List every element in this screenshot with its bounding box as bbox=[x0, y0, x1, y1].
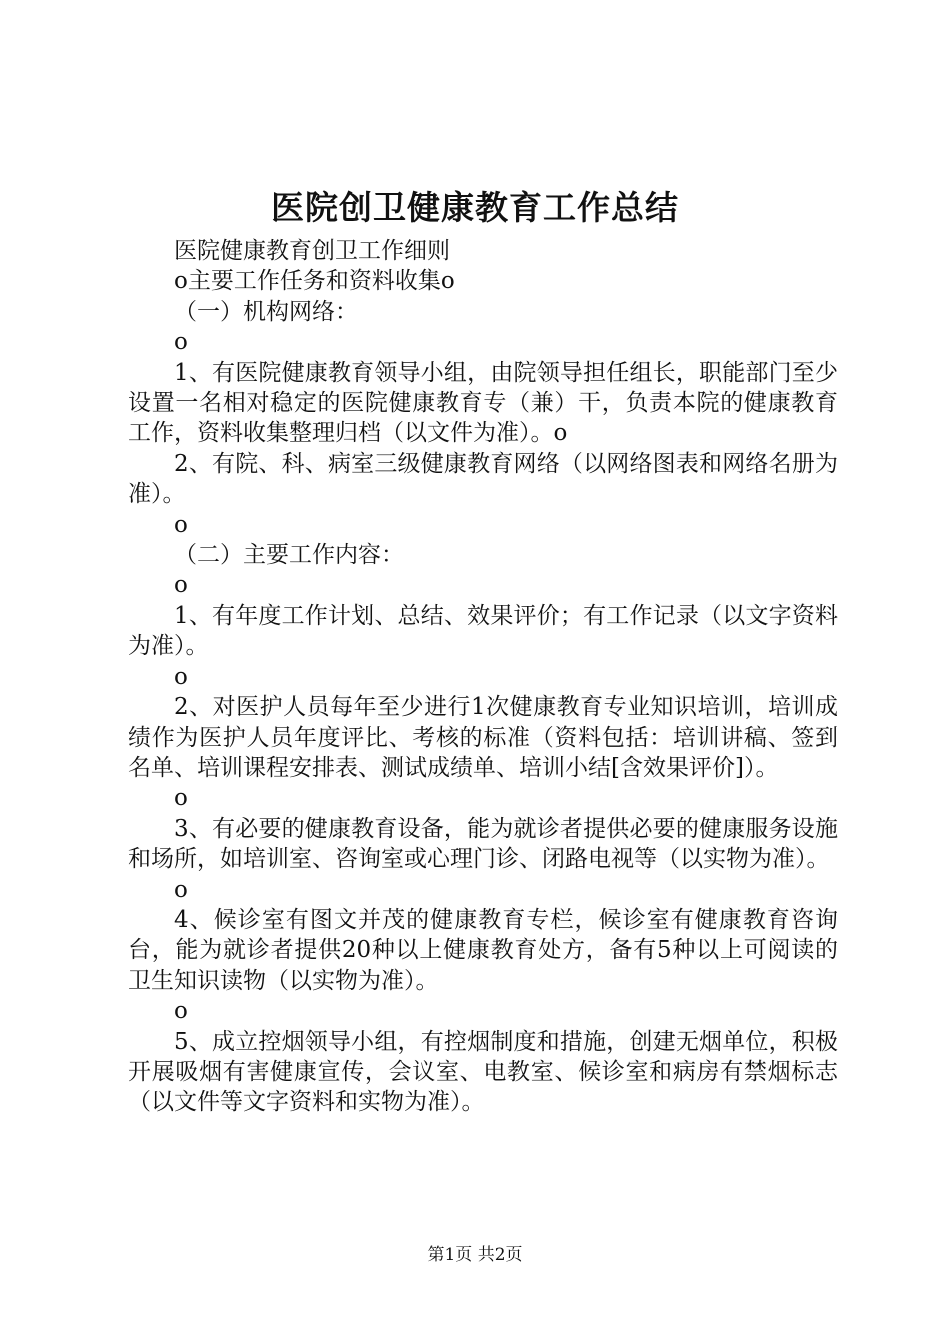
paragraph: 2、有院、科、病室三级健康教育网络（以网络图表和网络名册为准）。 bbox=[128, 450, 838, 508]
paragraph: o bbox=[174, 663, 188, 690]
section-heading: （一）机构网络： bbox=[174, 298, 358, 325]
paragraph: 4、候诊室有图文并茂的健康教育专栏，候诊室有健康教育咨询台，能为就诊者提供20种以上健康教育处方，备有5种以上可阅读的卫生知识读物（以实物为准）。 bbox=[128, 906, 838, 994]
paragraph: 医院健康教育创卫工作细则 bbox=[174, 238, 450, 264]
paragraph: o bbox=[174, 998, 188, 1025]
page-footer: 第1页 共2页 bbox=[427, 1245, 523, 1265]
paragraph: o bbox=[174, 511, 188, 538]
paragraph: o主要工作任务和资料收集o bbox=[174, 268, 455, 295]
paragraph: o bbox=[174, 329, 188, 356]
document-body bbox=[128, 236, 838, 1118]
paragraph: 5、成立控烟领导小组，有控烟制度和措施，创建无烟单位，积极开展吸烟有害健康宣传，会议室、电教室、候诊室和病房有禁烟标志（以文件等文字资料和实物为准）。 bbox=[128, 1028, 838, 1116]
paragraph: o bbox=[174, 572, 188, 599]
paragraph: o bbox=[174, 785, 188, 812]
document-title: 医院创卫健康教育工作总结 bbox=[271, 188, 679, 227]
paragraph: 3、有必要的健康教育设备，能为就诊者提供必要的健康服务设施和场所，如培训室、咨询室或心理门诊、闭路电视等（以实物为准）。 bbox=[128, 815, 838, 873]
section-heading: （二）主要工作内容： bbox=[174, 542, 404, 569]
paragraph: 1、有医院健康教育领导小组，由院领导担任组长，职能部门至少设置一名相对稳定的医院健康教育专（兼）干，负责本院的健康教育工作，资料收集整理归档（以文件为准）。o bbox=[128, 359, 838, 447]
paragraph: 2、对医护人员每年至少进行1次健康教育专业知识培训，培训成绩作为医护人员年度评比、考核的标准（资料包括：培训讲稿、签到名单、培训课程安排表、测试成绩单、培训小结[含效果评价]）。 bbox=[128, 694, 838, 781]
paragraph: 1、有年度工作计划、总结、效果评价；有工作记录（以文字资料为准）。 bbox=[128, 602, 838, 660]
paragraph: o bbox=[174, 876, 188, 903]
